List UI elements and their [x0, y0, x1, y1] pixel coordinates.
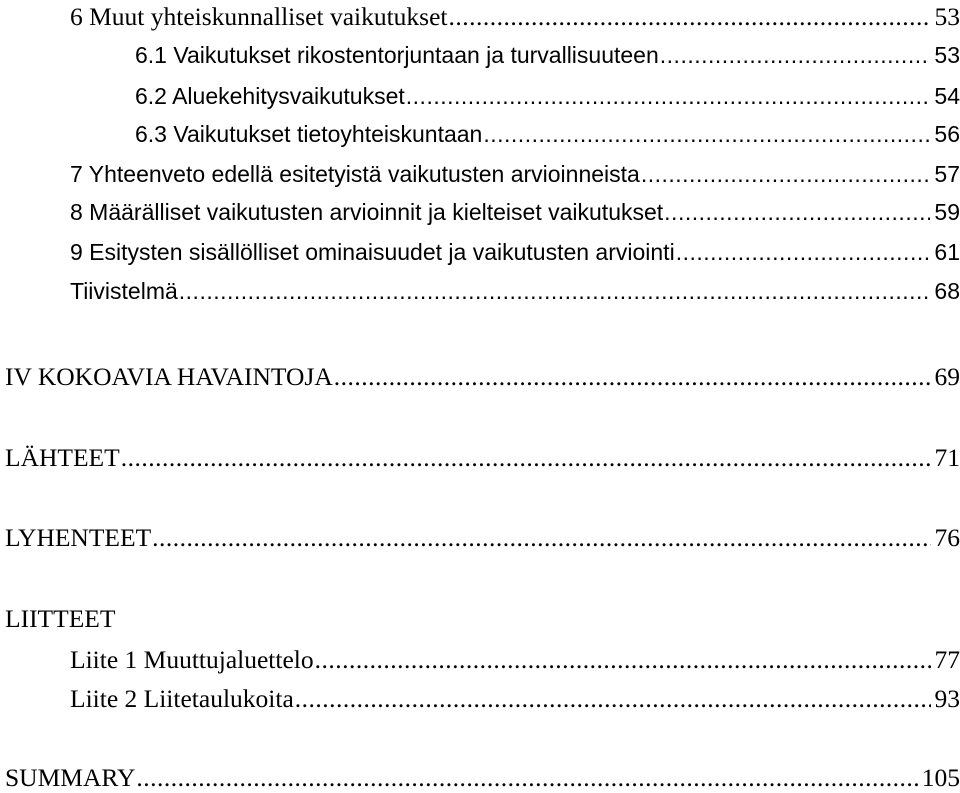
toc-entry-page: 77 [935, 645, 960, 675]
toc-entry [135, 119, 960, 149]
toc-entry-page: 69 [935, 362, 960, 392]
toc-entry-title: LYHENTEET [5, 523, 151, 553]
toc-entry-page: 59 [934, 197, 960, 227]
toc-dot-leader [676, 237, 931, 267]
toc-entry-page: 56 [934, 119, 960, 149]
toc-entry-title: LÄHTEET [5, 443, 120, 473]
toc-entry [70, 684, 960, 714]
toc-section-heading: LIITTEET [5, 604, 115, 634]
toc-dot-leader [406, 81, 931, 111]
toc-entry [5, 443, 960, 473]
toc-dot-leader [660, 40, 931, 70]
toc-entry-title: Tiivistelmä [70, 276, 178, 306]
toc-entry-page: 61 [934, 237, 960, 267]
toc-dot-leader [664, 197, 930, 227]
toc-dot-leader [641, 159, 931, 189]
toc-entry-title: Liite 1 Muuttujaluettelo [70, 645, 314, 675]
toc-dot-leader [295, 684, 931, 714]
toc-entry [135, 81, 960, 111]
toc-entry [5, 763, 960, 793]
toc-entry-page: 76 [935, 523, 960, 553]
toc-dot-leader [179, 276, 931, 306]
toc-entry [70, 237, 960, 267]
toc-entry-title: 6 Muut yhteiskunnalliset vaikutukset [70, 2, 448, 32]
toc-entry-page: 68 [934, 276, 960, 306]
toc-entry [70, 2, 960, 32]
toc-entry-page: 57 [934, 159, 960, 189]
toc-entry [70, 645, 960, 675]
toc-entry-page: 53 [934, 40, 960, 70]
toc-dot-leader [121, 443, 931, 473]
toc-entry [70, 197, 960, 227]
toc-entry-page: 71 [935, 443, 960, 473]
toc-entry-page: 93 [935, 684, 960, 714]
toc-entry [70, 276, 960, 306]
toc-entry-title: 6.3 Vaikutukset tietoyhteiskuntaan [135, 119, 482, 149]
toc-entry-page: 105 [922, 763, 960, 793]
toc-entry [5, 523, 960, 553]
toc-dot-leader [334, 362, 931, 392]
toc-entry-page: 53 [935, 2, 960, 32]
toc-dot-leader [152, 523, 930, 553]
toc-entry-title: 6.1 Vaikutukset rikostentorjuntaan ja turvallisuuteen [135, 40, 659, 70]
toc-dot-leader [483, 119, 930, 149]
toc-entry [135, 40, 960, 70]
toc-entry-title: 6.2 Aluekehitysvaikutukset [135, 81, 405, 111]
toc-dot-leader [449, 2, 931, 32]
toc-entry-title: Liite 2 Liitetaulukoita [70, 684, 294, 714]
toc-entry-title: 7 Yhteenveto edellä esitetyistä vaikutusten arvioinneista [70, 159, 640, 189]
toc-entry-title: IV KOKOAVIA HAVAINTOJA [5, 362, 333, 392]
toc-dot-leader [315, 645, 931, 675]
toc-entry-title: SUMMARY [5, 763, 135, 793]
toc-entry-title: 8 Määrälliset vaikutusten arvioinnit ja kielteiset vaikutukset [70, 197, 663, 227]
toc-entry [70, 159, 960, 189]
toc-entry-title: 9 Esitysten sisällölliset ominaisuudet ja vaikutusten arviointi [70, 237, 675, 267]
toc-entry-page: 54 [934, 81, 960, 111]
toc-entry [5, 362, 960, 392]
toc-dot-leader [136, 763, 917, 793]
